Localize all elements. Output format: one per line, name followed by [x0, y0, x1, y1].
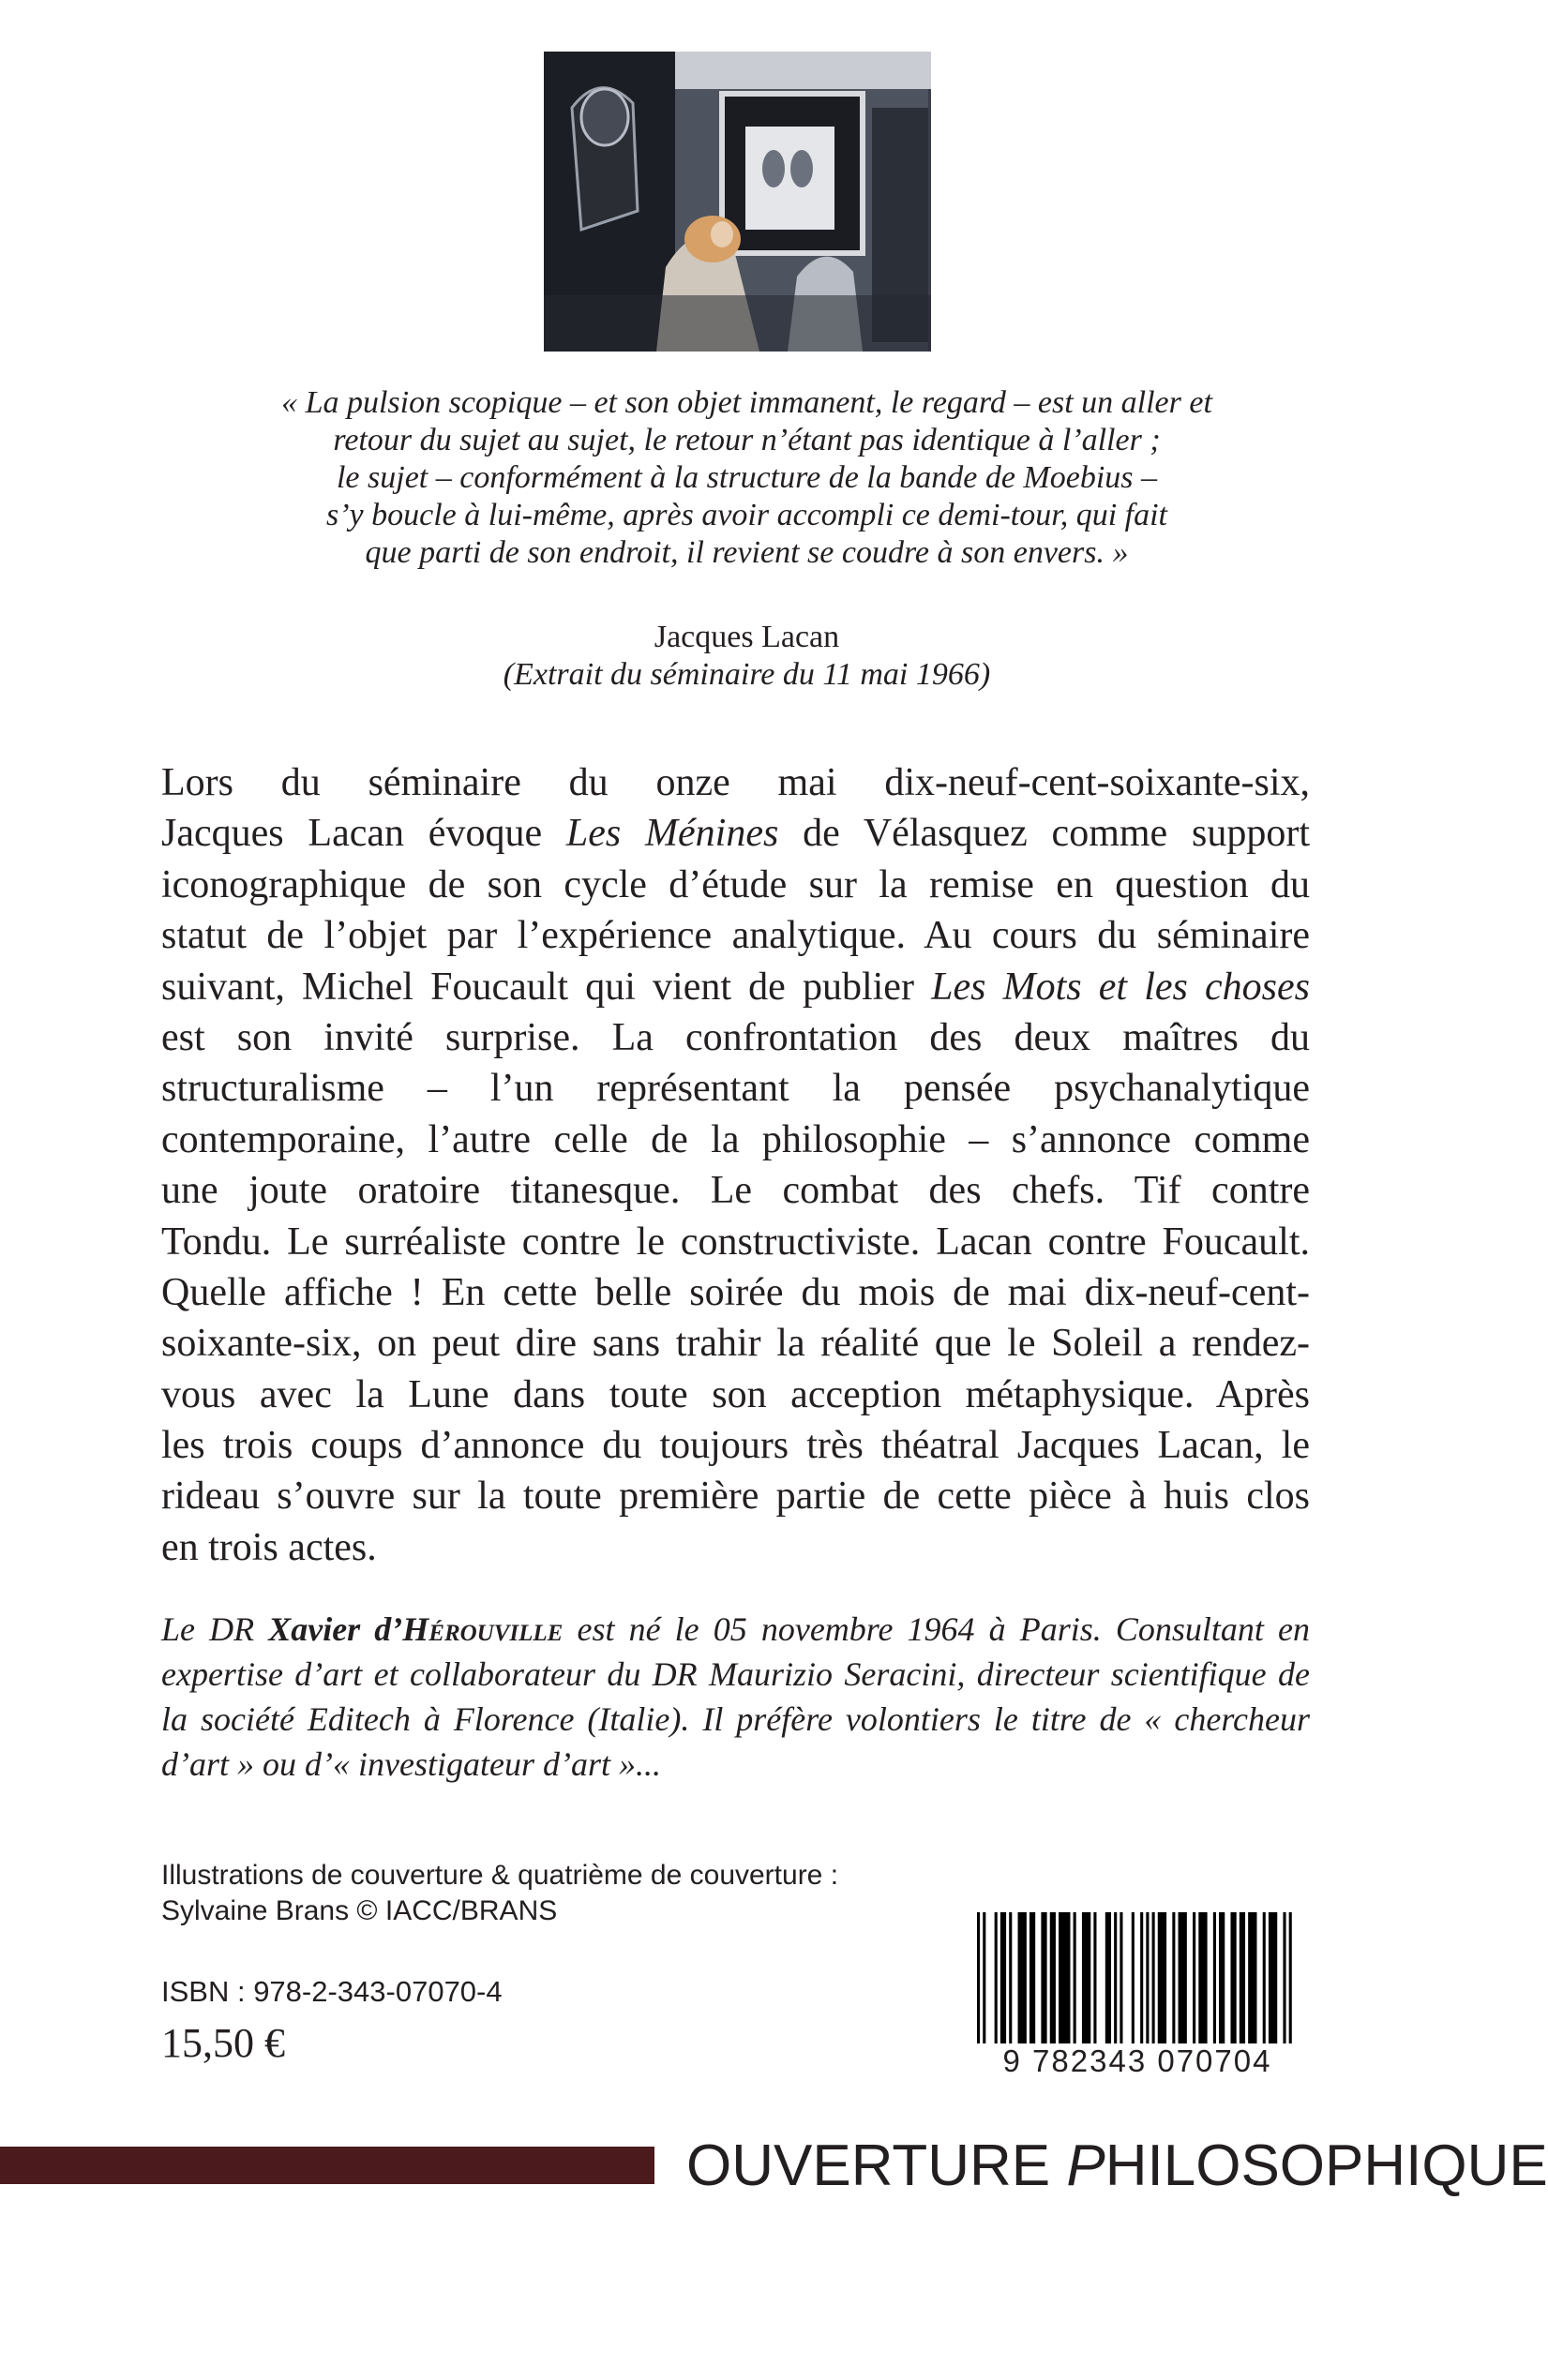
- barcode-bar: [1074, 1912, 1076, 2043]
- barcode-bar: [1283, 1912, 1285, 2043]
- barcode-bar: [1114, 1912, 1117, 2043]
- author-name-part: érouville: [428, 1610, 564, 1648]
- barcode-bar: [1093, 1912, 1096, 2043]
- bio-text: Le DR: [161, 1610, 269, 1648]
- blurb-line: une joute oratoire titanesque. Le combat des chefs. Tif contre: [161, 1169, 1310, 1213]
- series-name: [686, 2135, 1548, 2197]
- barcode-bar: [977, 1912, 980, 2043]
- barcode-bar: [1158, 1912, 1166, 2043]
- blurb-text: suivant, Michel Foucault qui vient de publier: [161, 965, 932, 1009]
- back-cover-blurb: [161, 757, 1310, 1573]
- barcode-bar: [1050, 1912, 1056, 2043]
- barcode-bar: [1105, 1912, 1111, 2043]
- epigraph-line: retour du sujet au sujet, le retour n’étant pas identique à l’aller ;: [333, 423, 1161, 457]
- barcode: [966, 1912, 1309, 2079]
- barcode-bar: [995, 1912, 998, 2043]
- barcode-bars: [966, 1912, 1309, 2043]
- credits-line: Illustrations de couverture & quatrième de couverture :: [161, 1860, 839, 1891]
- barcode-bar: [1193, 1912, 1195, 2043]
- epigraph-line: que parti de son endroit, il revient se coudre à son envers. »: [365, 535, 1129, 570]
- series-name-part: OUVERTURE: [686, 2133, 1067, 2198]
- blurb-text: de Vélasquez comme support: [778, 812, 1310, 856]
- barcode-bar: [1213, 1912, 1216, 2043]
- bio-line: expertise d’art et collaborateur du DR Maurizio Seracini, directeur scientifique de: [161, 1655, 1310, 1693]
- blurb-line: soixante-six, on peut dire sans trahir la réalité que le Soleil a rendez-: [161, 1322, 1310, 1366]
- book-title-les-menines: Les Ménines: [565, 812, 779, 856]
- credits-line: Sylvaine Brans © IACC/BRANS: [161, 1895, 558, 1926]
- bio-line: la société Editech à Florence (Italie). Il préfère volontiers le titre de « chercheur: [161, 1700, 1310, 1738]
- illustration-credits: [161, 1858, 838, 1929]
- blurb-line: Lors du séminaire du onze mai dix-neuf-cent-soixante-six,: [161, 761, 1310, 804]
- blurb-line: Quelle affiche ! En cette belle soirée du mois de mai dix-neuf-cent-: [161, 1270, 1310, 1314]
- epigraph-quote: [178, 384, 1315, 572]
- barcode-bar: [1263, 1912, 1266, 2043]
- barcode-bar: [1179, 1912, 1187, 2043]
- barcode-bar: [1269, 1912, 1277, 2043]
- epigraph-line: « La pulsion scopique – et son objet immanent, le regard – est un aller et: [281, 385, 1212, 420]
- blurb-line: les trois coups d’annonce du toujours très théatral Jacques Lacan, le: [161, 1424, 1310, 1468]
- barcode-bar: [1009, 1912, 1012, 2043]
- barcode-digits: 9 782343 070704: [1002, 2043, 1272, 2078]
- cover-illustration: [544, 52, 931, 352]
- book-title-les-mots: Les Mots et les choses: [931, 965, 1310, 1009]
- barcode-bar: [1198, 1912, 1207, 2043]
- series-name-part: P: [1066, 2133, 1105, 2198]
- isbn: ISBN : 978-2-343-07070-4: [161, 1975, 503, 2008]
- barcode-bar: [983, 1912, 985, 2043]
- blurb-line: Tondu. Le surréaliste contre le constructiviste. Lacan contre Foucault.: [161, 1220, 1310, 1264]
- bio-line: d’art » ou d’« investigateur d’art »...: [161, 1745, 661, 1783]
- bio-line: [161, 1607, 1310, 1652]
- barcode-bar: [1132, 1912, 1135, 2043]
- series-bar: [0, 2147, 654, 2184]
- barcode-bar: [1082, 1912, 1090, 2043]
- barcode-bar: [1000, 1912, 1006, 2043]
- barcode-bar: [1289, 1912, 1292, 2043]
- series-name-part: HILOSOPHIQUE: [1105, 2133, 1548, 2198]
- barcode-bar: [1219, 1912, 1225, 2043]
- blurb-line: [161, 808, 1310, 859]
- barcode-bar: [1029, 1912, 1035, 2043]
- blurb-line: est son invité surprise. La confrontation des deux maîtres du: [161, 1015, 1310, 1059]
- blurb-line: rideau s’ouvre sur la toute première partie de cette pièce à huis clos: [161, 1474, 1310, 1519]
- author-bio: [161, 1607, 1310, 1787]
- barcode-bar: [1018, 1912, 1027, 2043]
- barcode-bar: [1120, 1912, 1122, 2043]
- blurb-line: [161, 962, 1310, 1012]
- blurb-line: contemporaine, l’autre celle de la philosophie – s’annonce comme: [161, 1117, 1310, 1161]
- barcode-bar: [1172, 1912, 1175, 2043]
- epigraph-attribution: [178, 619, 1315, 694]
- barcode-bar: [1059, 1912, 1070, 2043]
- bio-text: est né le 05 novembre 1964 à Paris. Consultant en: [563, 1610, 1310, 1648]
- barcode-bar: [1240, 1912, 1245, 2043]
- epigraph-line: le sujet – conformément à la structure de la bande de Moebius –: [336, 460, 1158, 495]
- epigraph-source: (Extrait du séminaire du 11 mai 1966): [503, 657, 991, 692]
- blurb-text: Jacques Lacan évoque: [161, 812, 566, 856]
- barcode-bar: [1230, 1912, 1236, 2043]
- barcode-bar: [1248, 1912, 1256, 2043]
- author-name-part: Xavier d’H: [268, 1610, 429, 1648]
- price: 15,50 €: [161, 2020, 285, 2066]
- barcode-bar: [1152, 1912, 1155, 2043]
- author-name: [268, 1610, 563, 1648]
- blurb-line: en trois actes.: [161, 1525, 377, 1569]
- barcode-bar: [1140, 1912, 1143, 2043]
- blurb-line: statut de l’objet par l’expérience analytique. Au cours du séminaire: [161, 914, 1310, 958]
- painting-image: [544, 52, 931, 352]
- blurb-line: vous avec la Lune dans toute son acception métaphysique. Après: [161, 1372, 1310, 1416]
- barcode-bar: [1041, 1912, 1046, 2043]
- epigraph-line: s’y boucle à lui-même, après avoir accompli ce demi-tour, qui fait: [325, 498, 1167, 532]
- blurb-line: structuralisme – l’un représentant la pensée psychanalytique: [161, 1067, 1310, 1111]
- epigraph-author: Jacques Lacan: [654, 620, 840, 654]
- barcode-bar: [1146, 1912, 1149, 2043]
- blurb-line: iconographique de son cycle d’étude sur la remise en question du: [161, 862, 1310, 906]
